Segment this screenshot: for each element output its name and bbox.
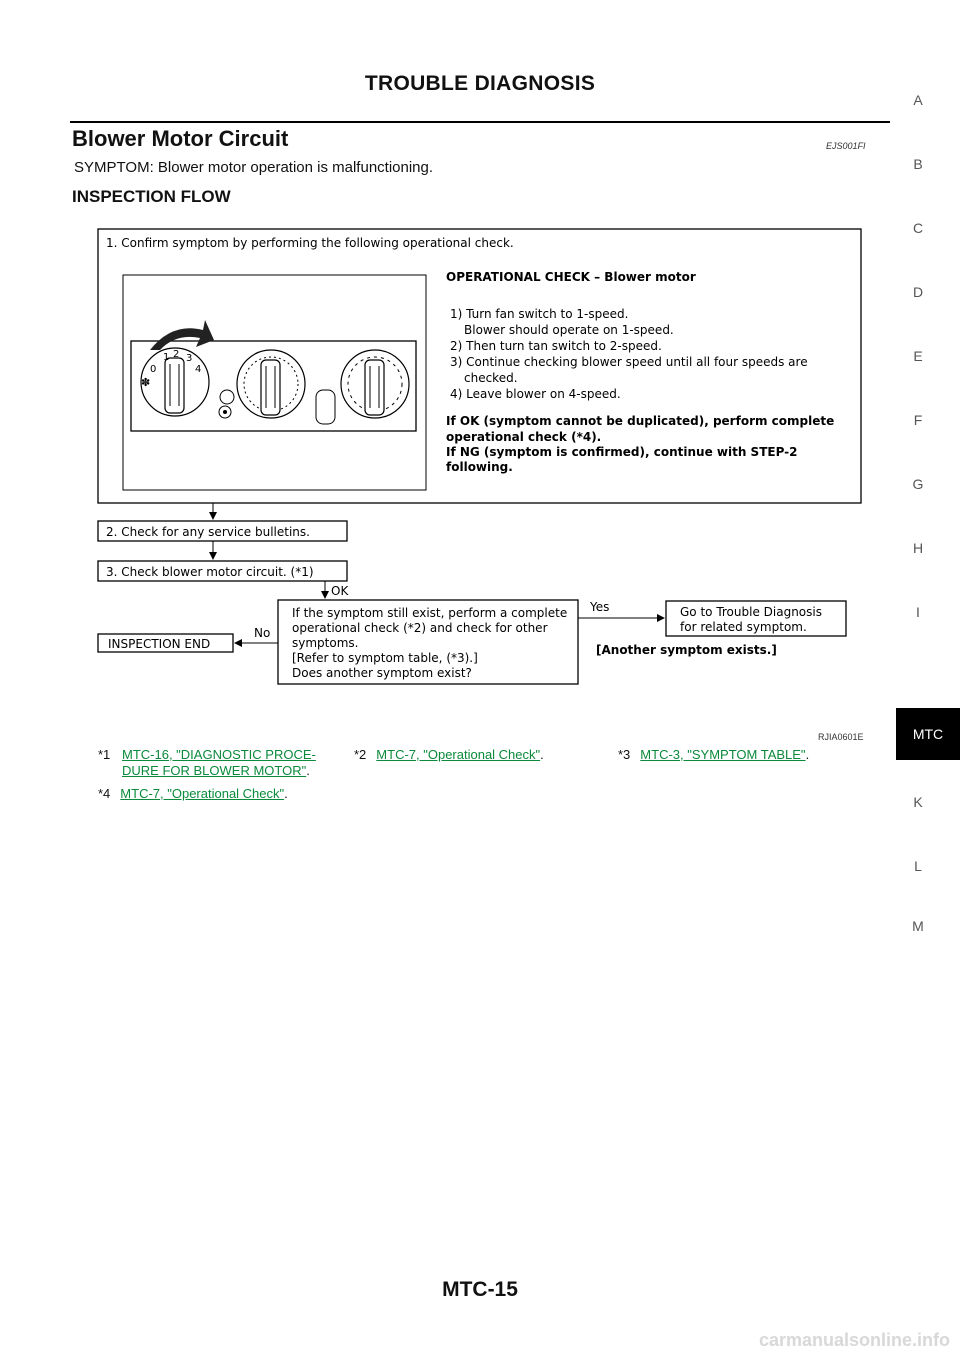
- goto-line-1: Go to Trouble Diagnosis: [680, 605, 822, 619]
- dial-label-1: 1: [163, 352, 170, 363]
- subheading: INSPECTION FLOW: [72, 187, 231, 206]
- dial-label-2: 2: [173, 349, 180, 360]
- check-line-4: 3) Continue checking blower speed until all four speeds are: [450, 355, 808, 369]
- page-header: TROUBLE DIAGNOSIS: [364, 72, 596, 95]
- goto-line-2: for related symptom.: [680, 620, 807, 634]
- tab-m[interactable]: M: [912, 918, 924, 934]
- yes-label: Yes: [590, 600, 610, 614]
- step1-text: 1. Confirm symptom by performing the following operational check.: [106, 236, 514, 250]
- check-line-5: checked.: [464, 371, 518, 385]
- control-panel-illustration: [131, 320, 416, 431]
- question-line-2: operational check (*2) and check for other: [292, 621, 548, 635]
- check-title: OPERATIONAL CHECK – Blower motor: [446, 270, 696, 284]
- symptom-text: SYMPTOM: Blower motor operation is malfunctioning.: [74, 159, 434, 176]
- section-tab-index: [896, 0, 960, 1358]
- footnote-link-2[interactable]: MTC-7, "Operational Check": [376, 747, 541, 762]
- question-line-4: [Refer to symptom table, (*3).]: [292, 651, 478, 665]
- step3-text: 3. Check blower motor circuit. (*1): [106, 565, 314, 579]
- result-line-2: operational check (*4).: [446, 430, 602, 444]
- dial-label-3: 3: [186, 353, 193, 364]
- section-code: EJS001FI: [826, 141, 866, 151]
- check-line-1: 1) Turn fan switch to 1-speed.: [450, 307, 629, 321]
- check-line-3: 2) Then turn tan switch to 2-speed.: [450, 339, 662, 353]
- dial-label-0: 0: [150, 364, 157, 375]
- check-line-2: Blower should operate on 1-speed.: [464, 323, 674, 337]
- tab-a[interactable]: A: [913, 92, 923, 108]
- ok-label: OK: [331, 584, 349, 598]
- tab-b[interactable]: B: [913, 156, 923, 172]
- result-line-4: following.: [446, 460, 513, 474]
- step2-text: 2. Check for any service bulletins.: [106, 525, 310, 539]
- footnote-key: *4: [98, 786, 111, 801]
- another-symptom-label: [Another symptom exists.]: [596, 643, 777, 657]
- end-text: INSPECTION END: [108, 637, 211, 651]
- footnote-3: *3 MTC-3, "SYMPTOM TABLE".: [618, 747, 810, 762]
- tab-l[interactable]: L: [914, 858, 922, 874]
- tab-c[interactable]: C: [912, 220, 924, 236]
- watermark: carmanualsonline.info: [758, 1330, 950, 1350]
- footnote-link-4[interactable]: MTC-7, "Operational Check": [120, 786, 285, 801]
- page-number: MTC-15: [442, 1278, 518, 1301]
- tab-k[interactable]: K: [913, 794, 923, 810]
- no-label: No: [254, 626, 271, 640]
- result-line-3: If NG (symptom is confirmed), continue with STEP-2: [446, 445, 798, 459]
- tab-f[interactable]: F: [913, 412, 923, 428]
- tab-g[interactable]: G: [912, 476, 924, 492]
- result-line-1: If OK (symptom cannot be duplicated), perform complete: [446, 414, 835, 428]
- svg-text:✽: ✽: [141, 376, 151, 389]
- footnote-key: *3: [618, 747, 631, 762]
- footnote-key: *1: [98, 747, 111, 762]
- footnote-link-1[interactable]: MTC-16, "DIAGNOSTIC PROCE-DURE FOR BLOWER MOTOR": [122, 747, 316, 778]
- tab-d[interactable]: D: [912, 284, 924, 300]
- question-line-1: If the symptom still exist, perform a complete: [292, 606, 568, 620]
- tab-mtc-active[interactable]: MTC: [896, 708, 960, 760]
- figure-code: RJIA0601E: [818, 732, 864, 742]
- tab-e[interactable]: E: [913, 348, 923, 364]
- question-line-5: Does another symptom exist?: [292, 666, 472, 680]
- footnote-key: *2: [354, 747, 367, 762]
- tab-h[interactable]: H: [912, 540, 924, 556]
- footnote-2: *2 MTC-7, "Operational Check".: [354, 747, 544, 762]
- footnote-1: *1 MTC-16, "DIAGNOSTIC PROCE-DURE FOR BLOWER MOTOR".: [98, 747, 316, 778]
- question-line-3: symptoms.: [292, 636, 359, 650]
- footnote-link-3[interactable]: MTC-3, "SYMPTOM TABLE": [640, 747, 806, 762]
- footnote-4: *4 MTC-7, "Operational Check".: [98, 786, 288, 801]
- section-title: Blower Motor Circuit: [72, 126, 289, 151]
- check-line-6: 4) Leave blower on 4-speed.: [450, 387, 621, 401]
- dial-label-4: 4: [195, 364, 202, 375]
- tab-i[interactable]: I: [916, 604, 920, 620]
